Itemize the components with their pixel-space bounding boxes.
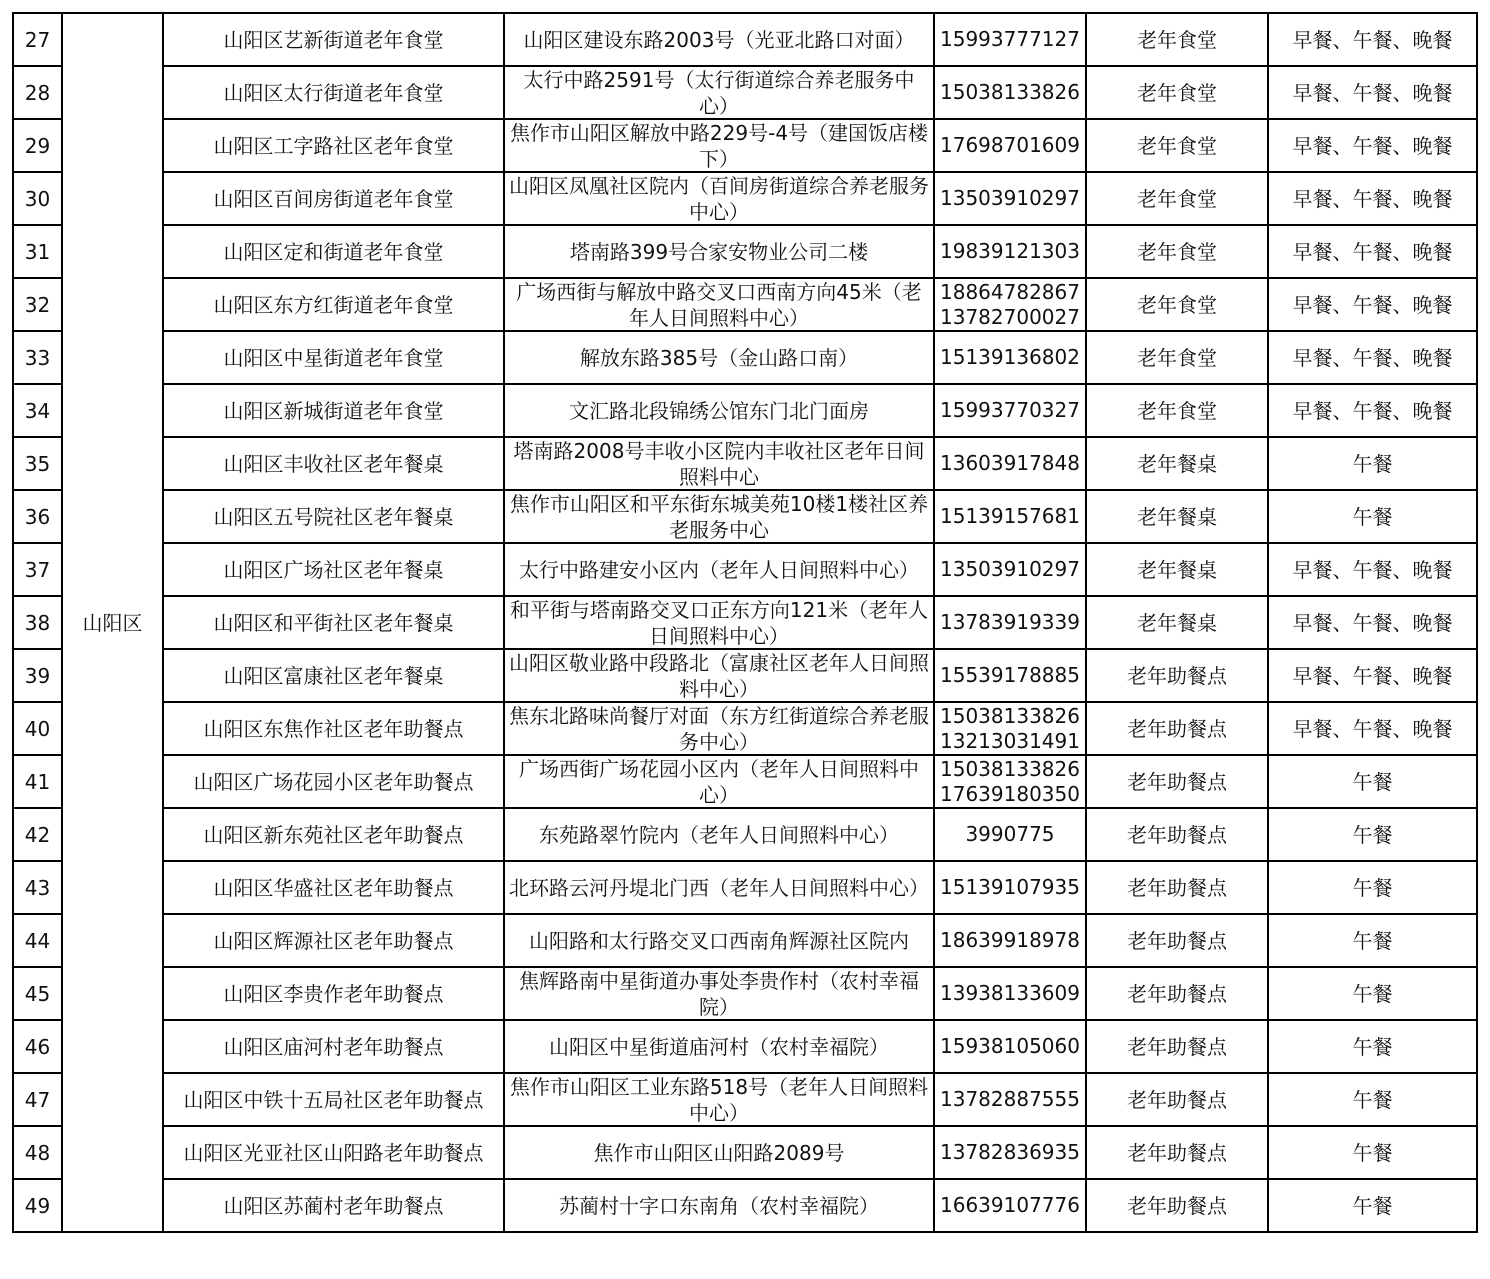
address-text: 山阳路和太行路交叉口西南角辉源社区院内 [529,928,909,953]
phone-cell [934,861,1086,914]
venue-type-cell: 老年食堂 [1086,331,1268,384]
row-number-cell: 48 [13,1126,62,1179]
address-cell [504,172,934,225]
table-row [13,1020,1477,1073]
meals-cell: 早餐、午餐、晚餐 [1268,649,1477,702]
phone-number: 17698701609 [940,133,1080,157]
address-text: 焦作市山阳区山阳路2089号 [593,1140,845,1165]
phone-cell [934,967,1086,1020]
address-cell [504,490,934,543]
address-text: 苏蔺村十字口东南角（农村幸福院） [559,1193,879,1218]
venue-type-cell: 老年餐桌 [1086,437,1268,490]
phone-cell [934,1179,1086,1232]
venue-name-cell: 山阳区新城街道老年食堂 [163,384,504,437]
row-number-cell: 30 [13,172,62,225]
meals-cell: 午餐 [1268,1073,1477,1126]
phone-cell [934,13,1086,66]
venue-type-cell: 老年助餐点 [1086,702,1268,755]
address-cell [504,66,934,119]
address-text: 山阳区凤凰社区院内（百间房街道综合养老服务中心） [509,174,929,224]
table-row [13,649,1477,702]
row-number-cell: 32 [13,278,62,331]
phone-number: 15938105060 [940,1034,1080,1058]
phone-number: 15993777127 [940,27,1080,51]
phone-cell [934,66,1086,119]
phone-cell [934,543,1086,596]
phone-cell [934,649,1086,702]
row-number-cell: 44 [13,914,62,967]
phone-number: 15993770327 [940,398,1080,422]
meals-cell: 午餐 [1268,914,1477,967]
phone-cell [934,384,1086,437]
address-cell [504,649,934,702]
venue-type-cell: 老年食堂 [1086,384,1268,437]
meals-cell: 午餐 [1268,967,1477,1020]
meals-cell: 早餐、午餐、晚餐 [1268,596,1477,649]
address-cell [504,1126,934,1179]
phone-cell [934,914,1086,967]
row-number-cell: 46 [13,1020,62,1073]
table-row [13,225,1477,278]
meals-cell: 早餐、午餐、晚餐 [1268,172,1477,225]
address-cell [504,967,934,1020]
row-number-cell: 45 [13,967,62,1020]
address-text: 太行中路2591号（太行街道综合养老服务中心） [523,68,915,118]
venue-type-cell: 老年食堂 [1086,13,1268,66]
row-number-cell: 35 [13,437,62,490]
venue-type-cell: 老年助餐点 [1086,1126,1268,1179]
venue-type-cell: 老年食堂 [1086,172,1268,225]
row-number-cell: 29 [13,119,62,172]
address-cell [504,437,934,490]
phone-number: 15038133826 [940,80,1080,104]
phone-number: 13938133609 [940,981,1080,1005]
venue-name-cell: 山阳区艺新街道老年食堂 [163,13,504,66]
meals-cell: 早餐、午餐、晚餐 [1268,543,1477,596]
address-text: 太行中路建安小区内（老年人日间照料中心） [519,557,919,582]
venue-name-cell: 山阳区中铁十五局社区老年助餐点 [163,1073,504,1126]
table-row [13,596,1477,649]
row-number-cell: 36 [13,490,62,543]
meals-cell: 午餐 [1268,755,1477,808]
phone-cell [934,755,1086,808]
row-number-cell: 37 [13,543,62,596]
venue-name-cell: 山阳区辉源社区老年助餐点 [163,914,504,967]
address-cell [504,13,934,66]
row-number-cell: 38 [13,596,62,649]
meals-cell: 早餐、午餐、晚餐 [1268,331,1477,384]
phone-cell [934,331,1086,384]
meals-cell: 早餐、午餐、晚餐 [1268,13,1477,66]
venue-name-cell: 山阳区广场花园小区老年助餐点 [163,755,504,808]
table-row [13,172,1477,225]
table-row [13,119,1477,172]
address-text: 山阳区中星街道庙河村（农村幸福院） [549,1034,889,1059]
venue-name-cell: 山阳区苏蔺村老年助餐点 [163,1179,504,1232]
venue-name-cell: 山阳区五号院社区老年餐桌 [163,490,504,543]
address-text: 广场西街与解放中路交叉口西南方向45米（老年人日间照料中心） [516,280,922,330]
table-row [13,13,1477,66]
phone-number: 16639107776 [940,1193,1080,1217]
table-row [13,808,1477,861]
row-number-cell: 33 [13,331,62,384]
table-row [13,914,1477,967]
venue-name-cell: 山阳区东焦作社区老年助餐点 [163,702,504,755]
address-cell [504,543,934,596]
address-cell [504,1179,934,1232]
meals-cell: 早餐、午餐、晚餐 [1268,384,1477,437]
row-number-cell: 40 [13,702,62,755]
venue-name-cell: 山阳区东方红街道老年食堂 [163,278,504,331]
row-number-cell: 39 [13,649,62,702]
address-text: 塔南路2008号丰收小区院内丰收社区老年日间照料中心 [513,439,925,489]
venue-name-cell: 山阳区定和街道老年食堂 [163,225,504,278]
meals-cell: 早餐、午餐、晚餐 [1268,225,1477,278]
address-cell [504,1073,934,1126]
meals-cell: 午餐 [1268,808,1477,861]
venue-type-cell: 老年餐桌 [1086,543,1268,596]
table-row [13,437,1477,490]
phone-cell [934,702,1086,755]
venue-type-cell: 老年助餐点 [1086,861,1268,914]
address-text: 山阳区敬业路中段路北（富康社区老年人日间照料中心） [509,651,929,701]
venue-type-cell: 老年助餐点 [1086,914,1268,967]
venue-name-cell: 山阳区庙河村老年助餐点 [163,1020,504,1073]
venue-name-cell: 山阳区工字路社区老年食堂 [163,119,504,172]
table-row [13,278,1477,331]
phone-cell [934,490,1086,543]
address-text: 山阳区建设东路2003号（光亚北路口对面） [523,27,915,52]
phone-number: 15139157681 [940,504,1080,528]
phone-number: 3990775 [965,822,1055,846]
address-text: 北环路云河丹堤北门西（老年人日间照料中心） [509,875,929,900]
table-row [13,384,1477,437]
address-cell [504,755,934,808]
row-number-cell: 47 [13,1073,62,1126]
phone-number: 13782887555 [940,1087,1080,1111]
address-text: 广场西街广场花园小区内（老年人日间照料中心） [519,757,919,807]
table-body [13,13,1477,1232]
phone-cell [934,278,1086,331]
phone-number: 13503910297 [940,557,1080,581]
meals-cell: 午餐 [1268,861,1477,914]
address-cell [504,596,934,649]
venue-name-cell: 山阳区广场社区老年餐桌 [163,543,504,596]
meals-cell: 午餐 [1268,1126,1477,1179]
address-cell [504,331,934,384]
phone-cell [934,1020,1086,1073]
meals-cell: 早餐、午餐、晚餐 [1268,66,1477,119]
phone-number: 13503910297 [940,186,1080,210]
table-row [13,66,1477,119]
address-text: 塔南路399号合家安物业公司二楼 [569,239,869,264]
table-row [13,755,1477,808]
phone-number: 15038133826 [940,703,1080,728]
venue-type-cell: 老年助餐点 [1086,755,1268,808]
address-text: 解放东路385号（金山路口南） [579,345,859,370]
meal-point-table [12,12,1478,1233]
address-text: 焦辉路南中星街道办事处李贵作村（农村幸福院） [519,969,919,1019]
meals-cell: 早餐、午餐、晚餐 [1268,119,1477,172]
venue-type-cell: 老年助餐点 [1086,967,1268,1020]
address-text: 焦作市山阳区工业东路518号（老年人日间照料中心） [509,1075,929,1125]
phone-cell [934,437,1086,490]
address-cell [504,702,934,755]
phone-number: 13782700027 [940,304,1080,329]
meals-cell: 早餐、午餐、晚餐 [1268,702,1477,755]
venue-type-cell: 老年助餐点 [1086,649,1268,702]
phone-number: 19839121303 [940,239,1080,263]
venue-name-cell: 山阳区李贵作老年助餐点 [163,967,504,1020]
phone-number: 15139136802 [940,345,1080,369]
table-row [13,1126,1477,1179]
row-number-cell: 31 [13,225,62,278]
row-number-cell: 41 [13,755,62,808]
phone-cell [934,225,1086,278]
row-number-cell: 42 [13,808,62,861]
venue-type-cell: 老年助餐点 [1086,808,1268,861]
address-text: 文汇路北段锦绣公馆东门北门面房 [569,398,869,423]
phone-number: 15038133826 [940,756,1080,781]
phone-number: 15539178885 [940,663,1080,687]
row-number-cell: 28 [13,66,62,119]
phone-cell [934,172,1086,225]
row-number-cell: 49 [13,1179,62,1232]
venue-type-cell: 老年助餐点 [1086,1020,1268,1073]
phone-cell [934,596,1086,649]
venue-name-cell: 山阳区富康社区老年餐桌 [163,649,504,702]
table-row [13,490,1477,543]
venue-type-cell: 老年食堂 [1086,278,1268,331]
venue-name-cell: 山阳区丰收社区老年餐桌 [163,437,504,490]
venue-name-cell: 山阳区光亚社区山阳路老年助餐点 [163,1126,504,1179]
address-cell [504,225,934,278]
venue-name-cell: 山阳区华盛社区老年助餐点 [163,861,504,914]
table-row [13,1179,1477,1232]
table-row [13,543,1477,596]
phone-number: 18864782867 [940,279,1080,304]
meals-cell: 午餐 [1268,437,1477,490]
venue-type-cell: 老年食堂 [1086,66,1268,119]
address-cell [504,1020,934,1073]
address-cell [504,384,934,437]
venue-name-cell: 山阳区百间房街道老年食堂 [163,172,504,225]
table-row [13,861,1477,914]
phone-number: 17639180350 [940,781,1080,806]
address-text: 焦作市山阳区和平东街东城美苑10楼1楼社区养老服务中心 [509,492,929,542]
phone-cell [934,808,1086,861]
meals-cell: 午餐 [1268,1020,1477,1073]
phone-cell [934,1073,1086,1126]
address-text: 和平街与塔南路交叉口正东方向121米（老年人日间照料中心） [509,598,929,648]
phone-number: 13213031491 [940,728,1080,753]
row-number-cell: 27 [13,13,62,66]
phone-number: 15139107935 [940,875,1080,899]
venue-name-cell: 山阳区和平街社区老年餐桌 [163,596,504,649]
row-number-cell: 43 [13,861,62,914]
address-text: 焦东北路味尚餐厅对面（东方红街道综合养老服务中心） [509,704,929,754]
phone-number: 13782836935 [940,1140,1080,1164]
meals-cell: 早餐、午餐、晚餐 [1268,278,1477,331]
phone-number: 13603917848 [940,451,1080,475]
district-cell: 山阳区 [62,13,163,1232]
address-cell [504,808,934,861]
phone-number: 18639918978 [940,928,1080,952]
table-row [13,967,1477,1020]
venue-type-cell: 老年餐桌 [1086,596,1268,649]
address-cell [504,278,934,331]
table-row [13,702,1477,755]
table-row [13,1073,1477,1126]
address-cell [504,119,934,172]
venue-name-cell: 山阳区新东苑社区老年助餐点 [163,808,504,861]
venue-type-cell: 老年食堂 [1086,119,1268,172]
address-text: 东苑路翠竹院内（老年人日间照料中心） [539,822,899,847]
phone-cell [934,1126,1086,1179]
phone-number: 13783919339 [940,610,1080,634]
phone-cell [934,119,1086,172]
venue-type-cell: 老年助餐点 [1086,1073,1268,1126]
table-row [13,331,1477,384]
address-cell [504,914,934,967]
address-cell [504,861,934,914]
venue-type-cell: 老年助餐点 [1086,1179,1268,1232]
venue-name-cell: 山阳区中星街道老年食堂 [163,331,504,384]
meals-cell: 午餐 [1268,490,1477,543]
venue-type-cell: 老年食堂 [1086,225,1268,278]
venue-type-cell: 老年餐桌 [1086,490,1268,543]
address-text: 焦作市山阳区解放中路229号-4号（建国饭店楼下） [509,121,929,171]
row-number-cell: 34 [13,384,62,437]
venue-name-cell: 山阳区太行街道老年食堂 [163,66,504,119]
meals-cell: 午餐 [1268,1179,1477,1232]
